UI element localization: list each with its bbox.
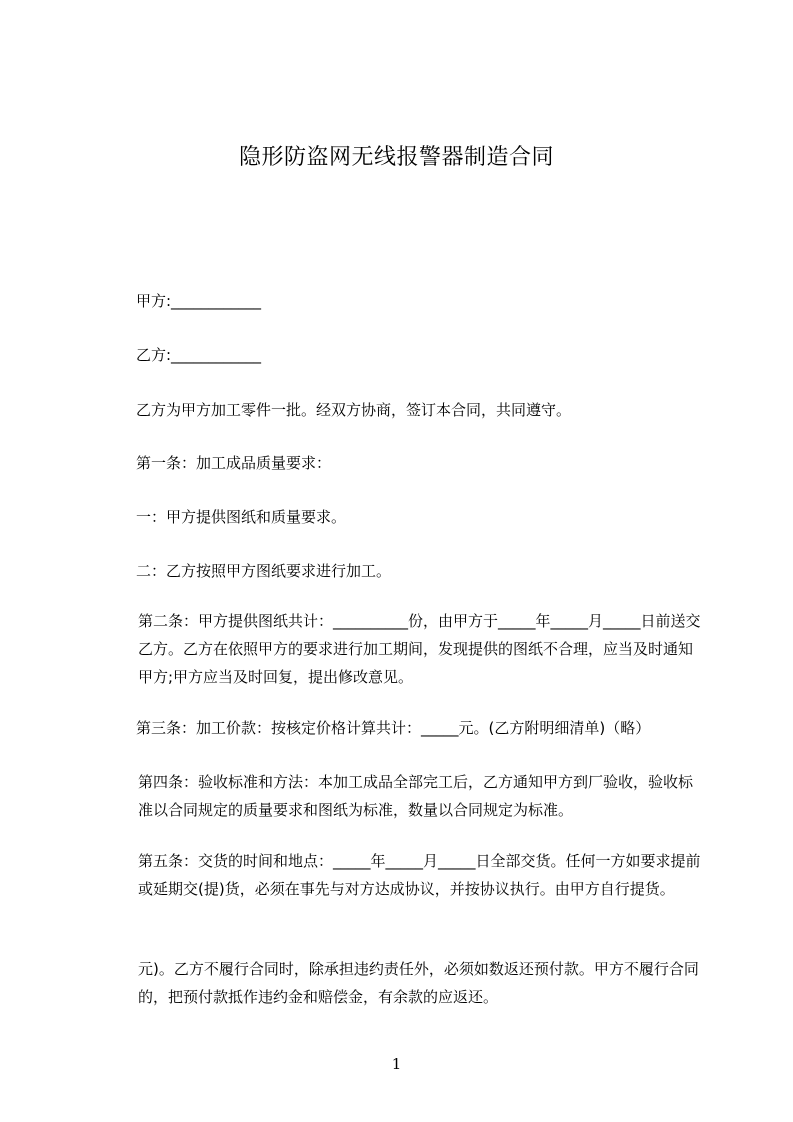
article-2-paragraph: 第二条：甲方提供图纸共计：__________份，由甲方于_____年_____月_____日前送交乙方。乙方在依照甲方的要求进行加工期间，发现提供的图纸不合理，应当及时通知甲方;甲方应当及时回复，提出修改意见。 [138,612,701,686]
article-1-item-1: 一：甲方提供图纸和质量要求。 [136,508,347,526]
article-4-paragraph: 第四条：验收标准和方法：本加工成品全部完工后，乙方通知甲方到厂验收，验收标准以合同规定的质量要求和图纸为标准，数量以合同规定为标准。 [138,773,694,819]
article-3-paragraph: 第三条：加工价款：按核定价格计算共计：_____元。(乙方附明细清单)（略） [136,719,651,737]
party-a-line: 甲方:____________ [136,292,262,310]
party-b-line: 乙方:____________ [136,346,262,364]
intro-paragraph: 乙方为甲方加工零件一批。经双方协商，签订本合同，共同遵守。 [136,401,572,419]
article-1-heading: 第一条：加工成品质量要求： [136,454,332,472]
page-number: 1 [391,1055,402,1073]
article-1-item-2: 二：乙方按照甲方图纸要求进行加工。 [136,562,392,580]
document-title: 隐形防盗网无线报警器制造合同 [238,145,554,170]
breach-paragraph: 元)。乙方不履行合同时，除承担违约责任外，必须如数返还预付款。甲方不履行合同的，把预付款抵作违约金和赔偿金，有余款的应返还。 [138,960,699,1006]
article-5-paragraph: 第五条：交货的时间和地点：_____年_____月_____日全部交货。任何一方如要求提前或延期交(提)货，必须在事先与对方达成协议，并按协议执行。由甲方自行提货。 [138,852,701,898]
